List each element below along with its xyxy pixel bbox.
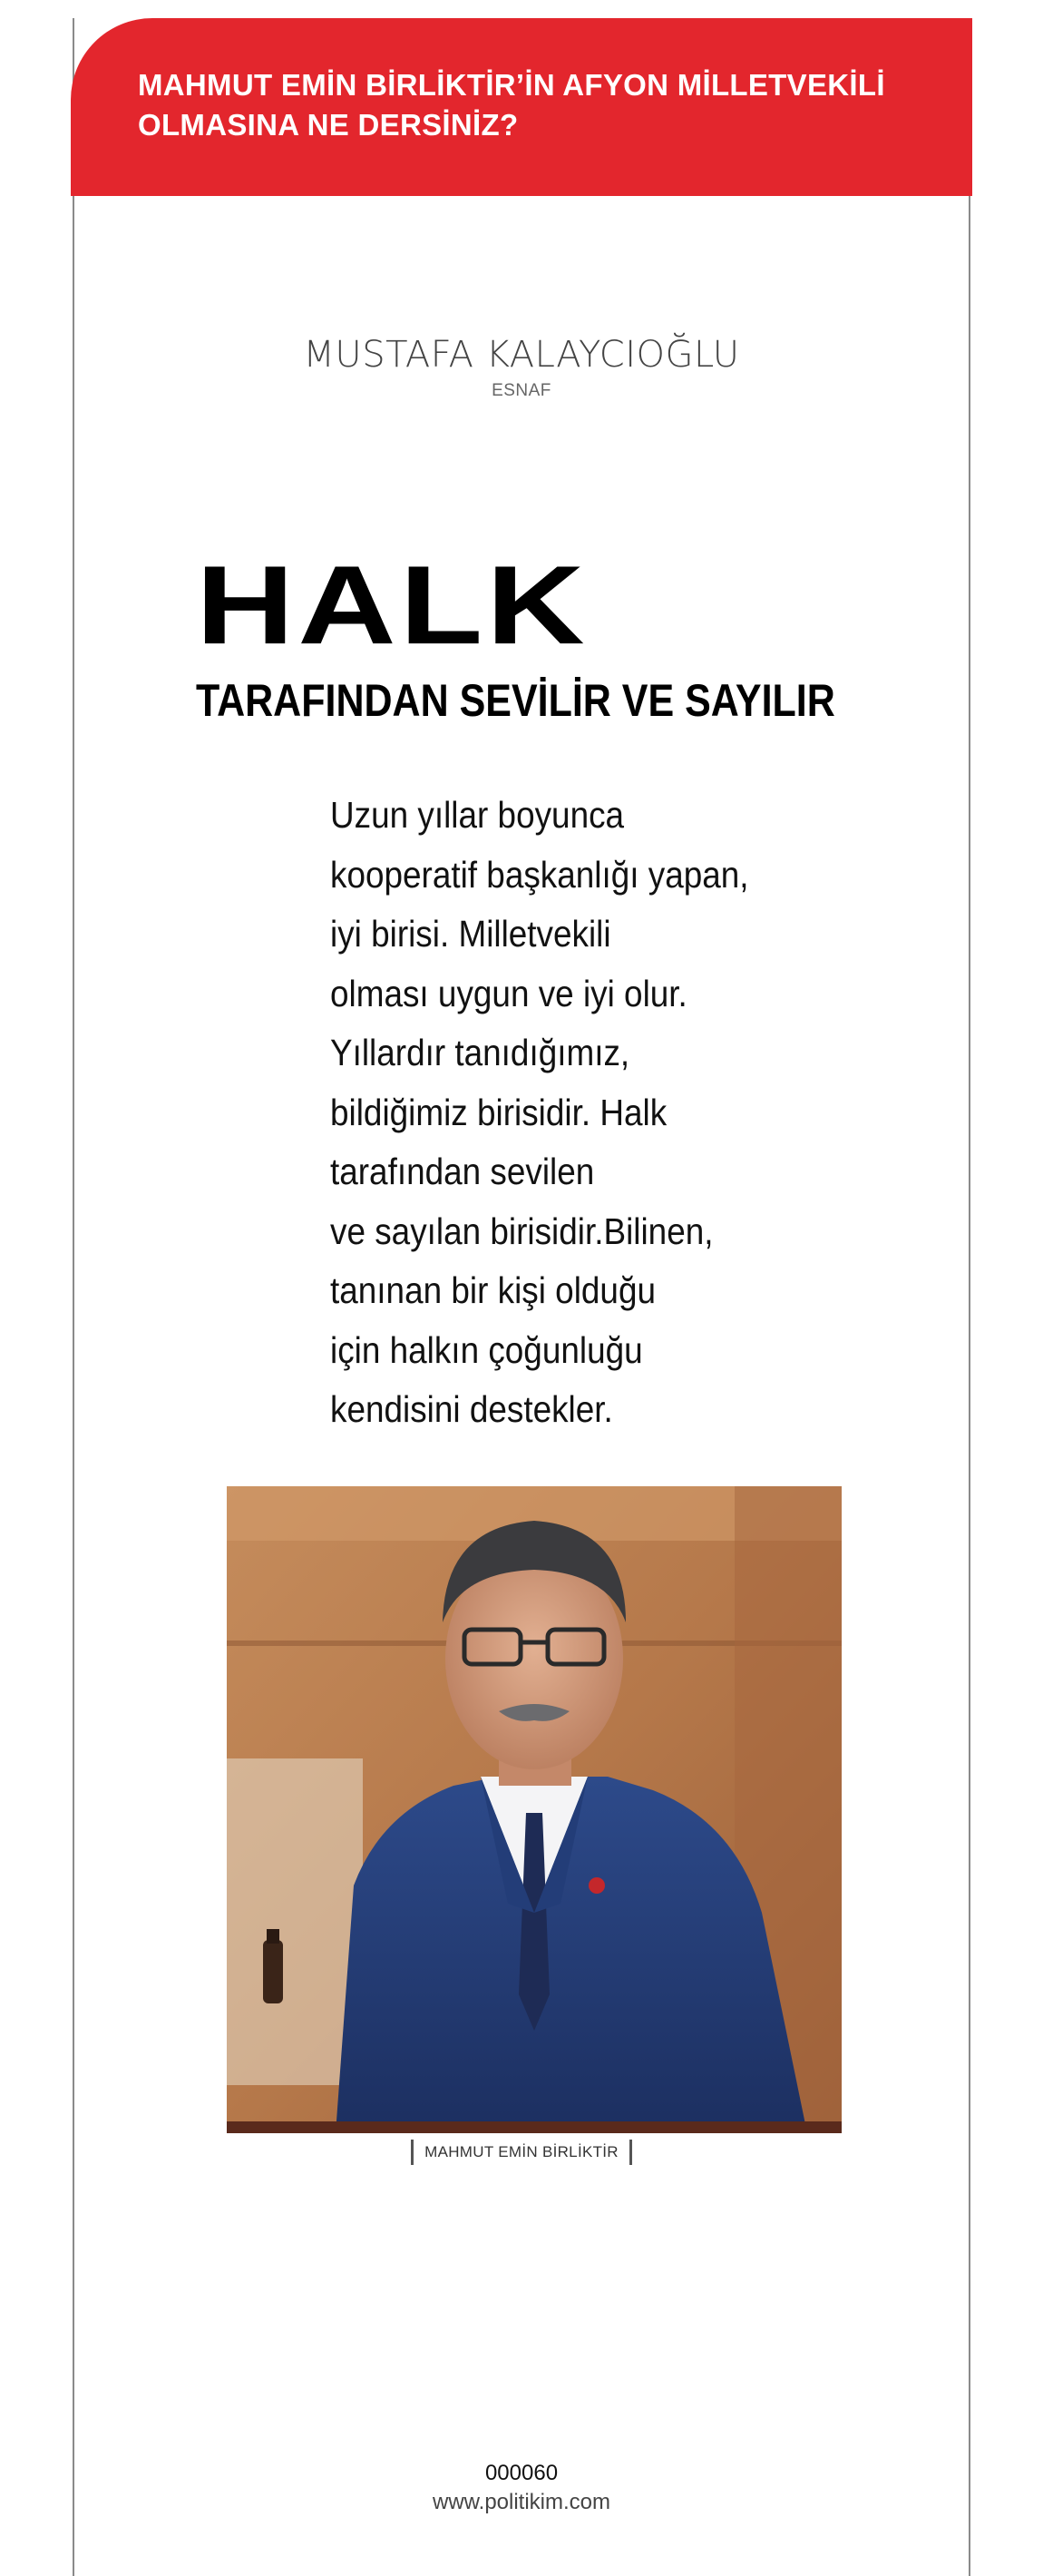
quote-line: için halkın çoğunluğu (330, 1328, 643, 1371)
photo-caption: MAHMUT EMİN BİRLİKTİR (411, 2140, 632, 2165)
quote-line: olması uygun ve iyi olur. (330, 972, 687, 1014)
quote-headline: HALK (196, 542, 589, 668)
quote-line: tanınan bir kişi olduğu (330, 1269, 656, 1311)
header-banner (71, 18, 972, 196)
author-role: ESNAF (492, 381, 551, 400)
author-name: MUSTAFA KALAYCIOĞLU (303, 334, 740, 376)
quote-line: kooperatif başkanlığı yapan, (330, 853, 749, 896)
quote-line: iyi birisi. Milletvekili (330, 913, 611, 955)
quote-line: ve sayılan birisidir.Bilinen, (330, 1210, 714, 1252)
photo-caption-block (0, 2140, 1043, 2165)
quote-body (330, 786, 749, 1440)
portrait-photo (227, 1486, 842, 2133)
quote-line: kendisini destekler. (330, 1388, 613, 1430)
footer-site-link[interactable]: www.politikim.com (432, 2490, 611, 2514)
quote-line: tarafından sevilen (330, 1151, 595, 1192)
quote-line: Yıllardır tanıdığımız, (330, 1032, 630, 1073)
footer-code: 000060 (484, 2461, 559, 2485)
header-title: MAHMUT EMİN BİRLİKTİR’İN AFYON MİLLETVEKİLİ OLMASINA NE DERSİNİZ? (138, 68, 885, 142)
quote-subheadline: TARAFINDAN SEVİLİR VE SAYILIR (196, 675, 835, 726)
author-block (0, 334, 1043, 401)
quote-line: bildiğimiz birisidir. Halk (330, 1091, 668, 1133)
footer (0, 2459, 1043, 2517)
quote-line: Uzun yıllar boyunca (330, 794, 625, 836)
portrait-illustration (227, 1486, 842, 2133)
